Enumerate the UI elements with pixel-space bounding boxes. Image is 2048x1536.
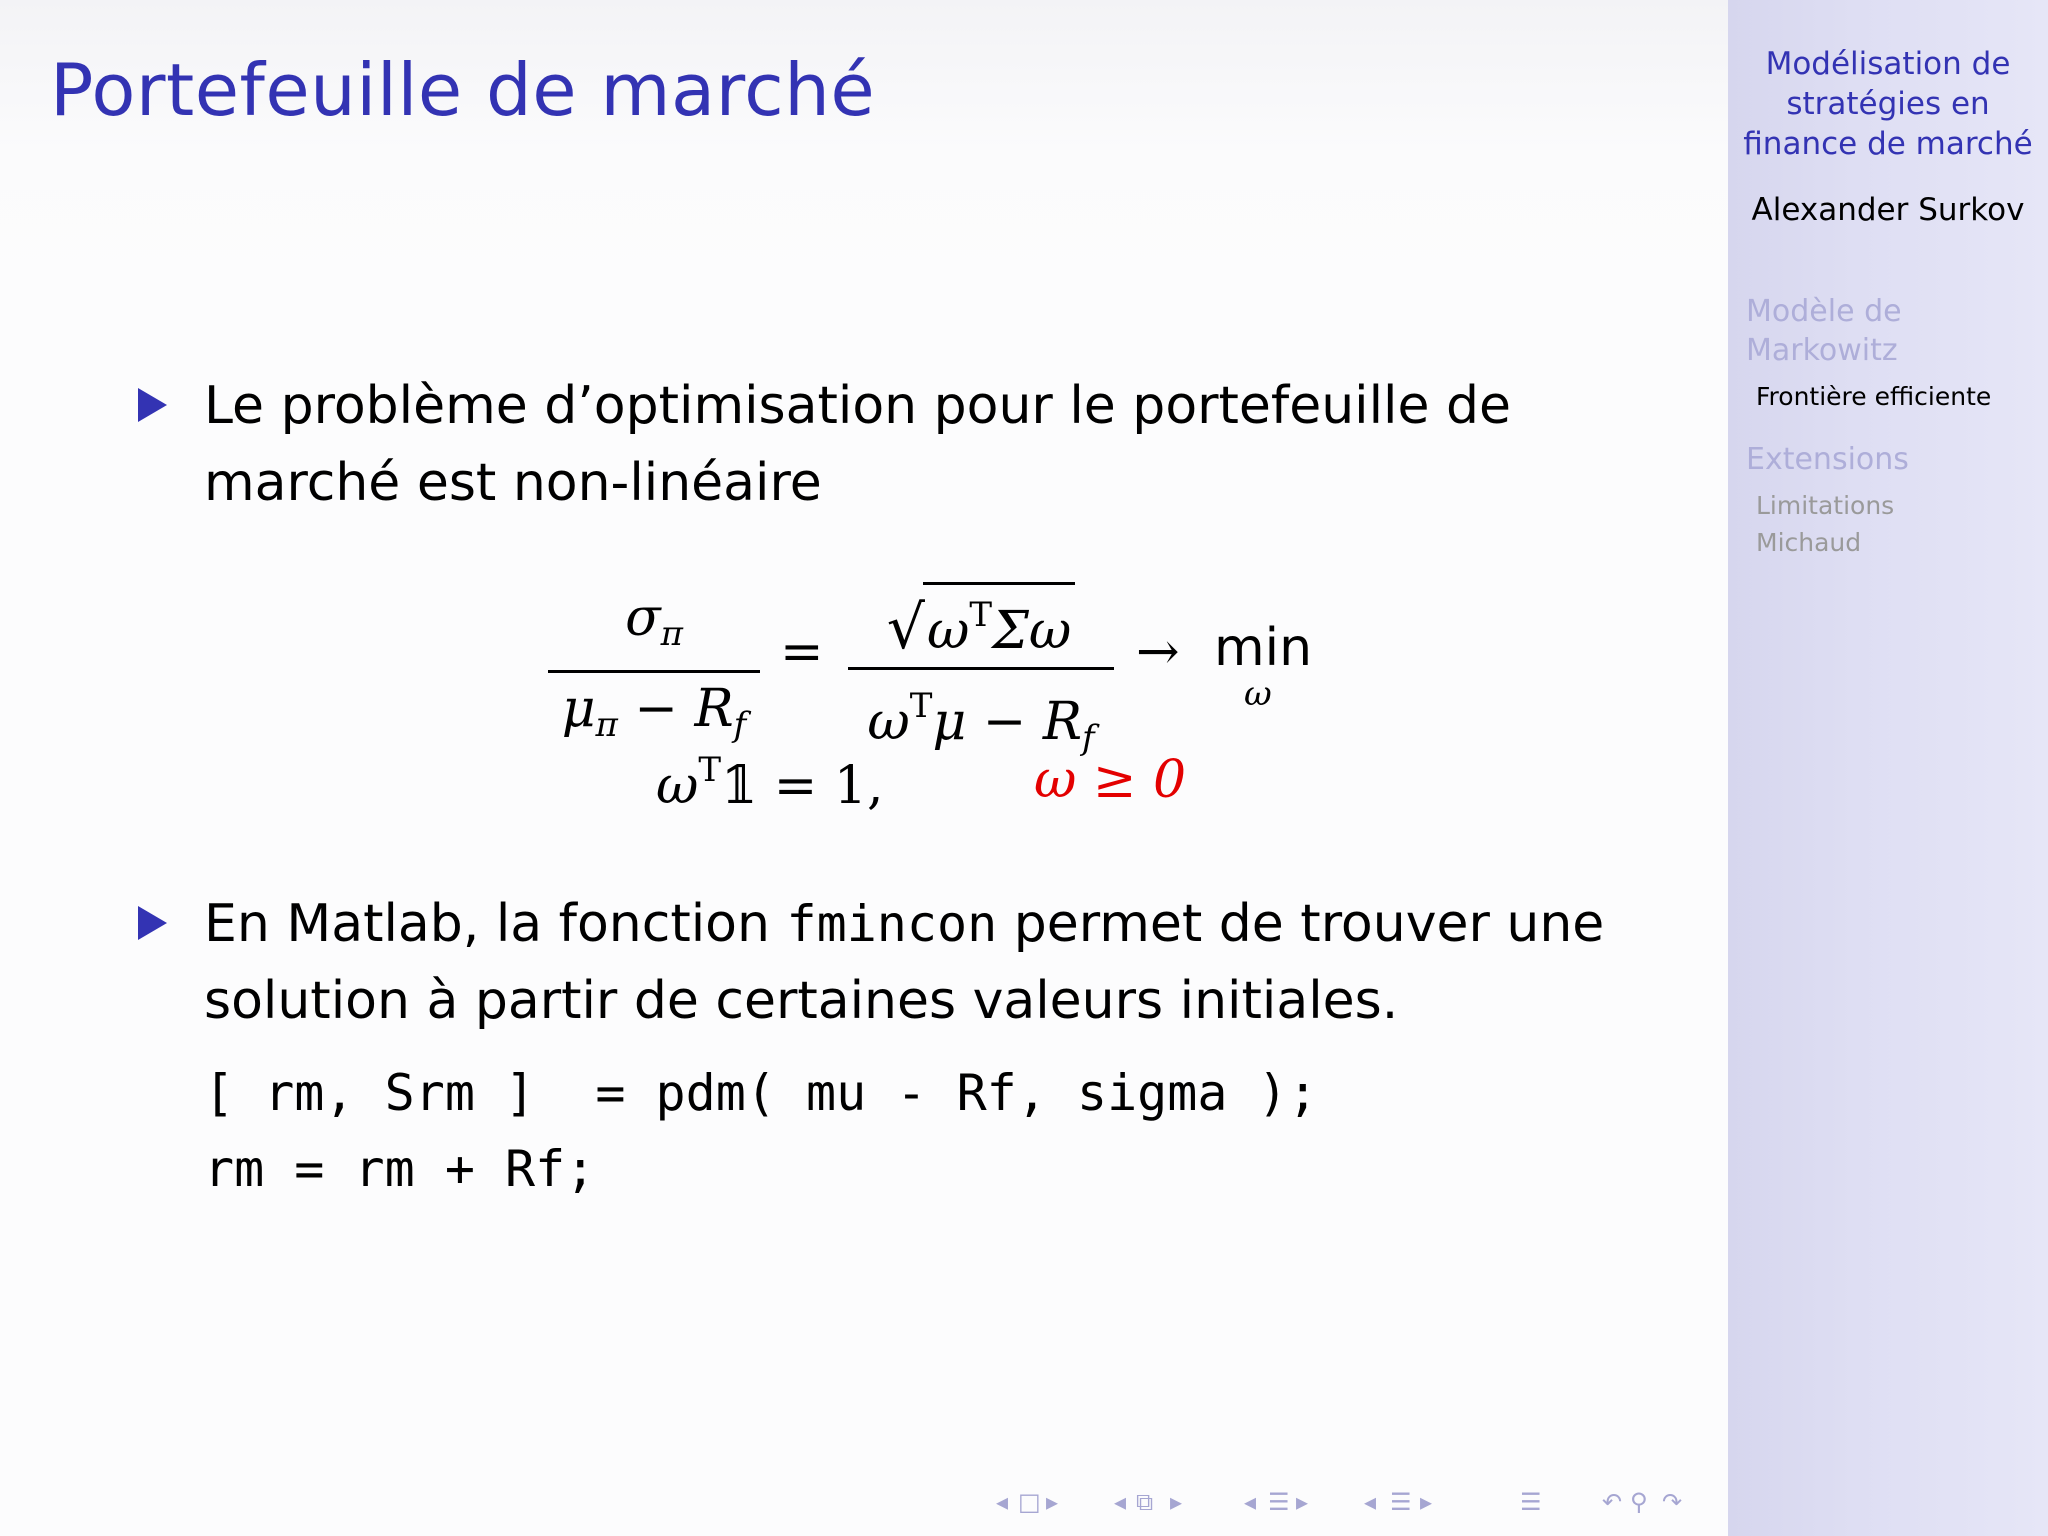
subsection-icon[interactable]: ⧉ xyxy=(1136,1488,1154,1516)
nav-right-arrow-icon[interactable]: ▸ xyxy=(1046,1488,1059,1516)
nav-right-arrow-icon[interactable]: ▸ xyxy=(1420,1488,1433,1516)
formula-equals: = xyxy=(780,622,824,682)
formula-min: min xyxy=(1214,618,1313,678)
formula-min-subscript: ω xyxy=(1244,674,1272,714)
section-icon[interactable]: ☰ xyxy=(1268,1488,1290,1516)
redo-icon[interactable]: ↷ xyxy=(1662,1488,1683,1516)
frame-icon[interactable]: □ xyxy=(1018,1488,1041,1516)
nav-left-arrow-icon[interactable]: ◂ xyxy=(1114,1488,1127,1516)
nav-left-arrow-icon[interactable]: ◂ xyxy=(1364,1488,1377,1516)
nav-right-arrow-icon[interactable]: ▸ xyxy=(1170,1488,1183,1516)
sidebar-subsection-michaud[interactable]: Michaud xyxy=(1756,528,1862,557)
author-name: Alexander Surkov xyxy=(1751,192,2025,228)
code-line-1: [ rm, Srm ] = pdm( mu - Rf, sigma ); xyxy=(204,1064,1318,1122)
nav-left-arrow-icon[interactable]: ◂ xyxy=(996,1488,1009,1516)
bullet-text: Le problème d’optimisation pour le portefeuille de marché est non-linéaire xyxy=(204,376,1512,513)
bullet-text: En Matlab, la fonction fmincon permet de trouver une solution à partir de certaines valeurs initiales. xyxy=(204,894,1605,1031)
formula-rhs-fraction: $√\omega^T\Sigma\omega$ $\omega^T\mu - R_f$ xyxy=(848,582,1114,768)
beamer-navigation-bar xyxy=(990,1488,1720,1522)
sidebar-subsection-frontiere[interactable]: Frontière efficiente xyxy=(1756,382,1992,411)
bullet-item-1 xyxy=(138,368,1698,522)
sidebar-subsection-limitations[interactable]: Limitations xyxy=(1756,491,1895,520)
formula-arrow: → xyxy=(1136,622,1180,682)
bullet-triangle-icon xyxy=(138,906,167,940)
code-line-2: rm = rm + Rf; xyxy=(204,1140,596,1198)
bullet-triangle-icon xyxy=(138,388,167,422)
document-icon[interactable]: ☰ xyxy=(1390,1488,1412,1516)
undo-icon[interactable]: ↶ xyxy=(1602,1488,1623,1516)
bullet-item-2 xyxy=(138,886,1698,1040)
nav-right-arrow-icon[interactable]: ▸ xyxy=(1296,1488,1309,1516)
frame-title: Portefeuille de marché xyxy=(50,48,876,132)
formula-constraint-nonneg: ω ≥ 0 xyxy=(1034,750,1187,810)
formula-constraint: $\omega^T𝟙 = 1$, xyxy=(656,750,884,816)
sidebar-section-markowitz[interactable]: Modèle de Markowitz xyxy=(1746,294,1902,368)
nav-left-arrow-icon[interactable]: ◂ xyxy=(1244,1488,1257,1516)
sidebar-section-extensions[interactable]: Extensions xyxy=(1746,442,1909,477)
sidebar xyxy=(1728,0,2048,1536)
appendix-icon[interactable]: ☰ xyxy=(1520,1488,1542,1516)
search-icon[interactable]: ⚲ xyxy=(1630,1488,1648,1516)
optimization-formula xyxy=(0,560,1728,840)
presentation-title[interactable]: Modélisation de stratégies en finance de marché xyxy=(1743,46,2033,162)
formula-lhs-fraction: $\sigma_\pi$ $\mu_\pi - R_f$ xyxy=(548,588,760,755)
inline-code: fmincon xyxy=(786,895,998,953)
